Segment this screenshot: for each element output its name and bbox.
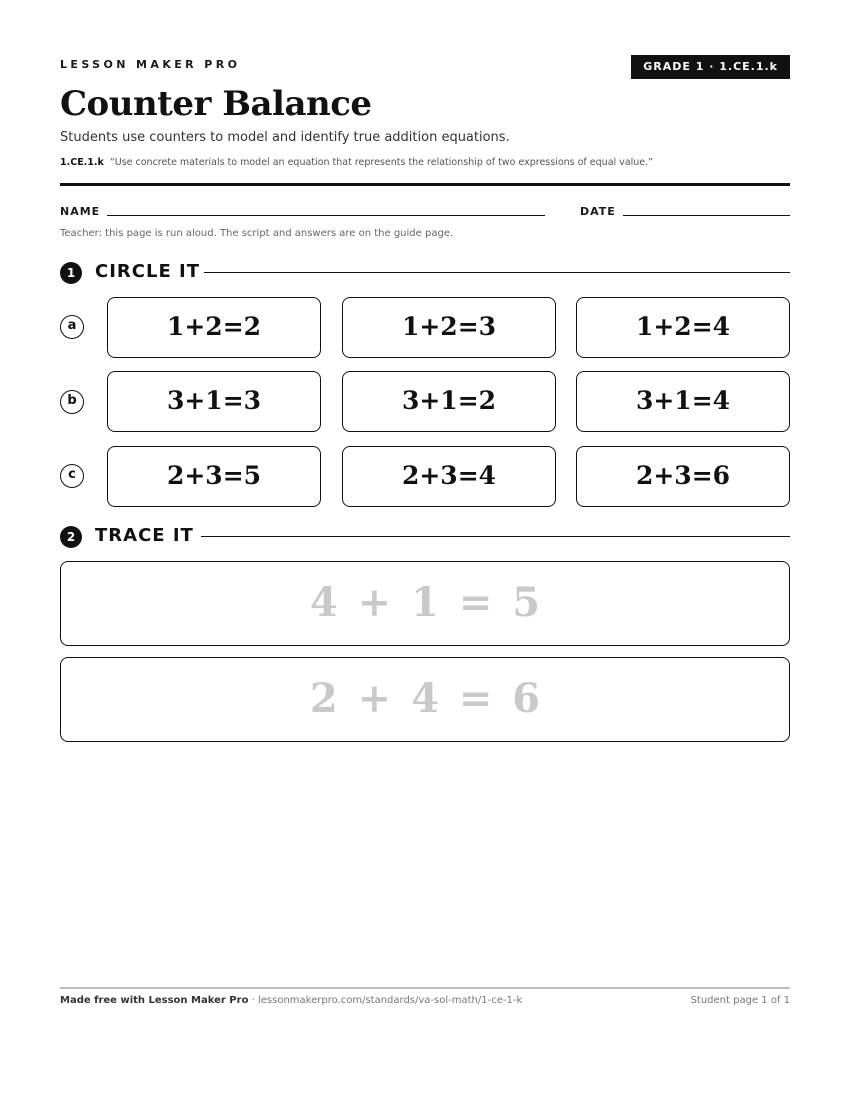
- worksheet-page: [60, 0, 790, 1100]
- equation-option[interactable]: 1+2=3: [342, 297, 556, 358]
- footer-credit: [60, 995, 522, 1006]
- teacher-note: Teacher: this page is run aloud. The script and answers are on the guide page.: [60, 228, 454, 239]
- equation-option[interactable]: 3+1=3: [107, 371, 321, 432]
- page-title: Counter Balance: [60, 84, 372, 124]
- name-field[interactable]: [107, 215, 545, 216]
- brand-name: LESSON MAKER PRO: [60, 58, 241, 71]
- section-number-badge: 1: [60, 262, 82, 284]
- trace-box[interactable]: 4 + 1 = 5: [60, 561, 790, 646]
- row-label-c: c: [60, 464, 84, 488]
- footer-separator: ·: [248, 995, 258, 1006]
- section-title: CIRCLE IT: [95, 261, 200, 282]
- footer-url[interactable]: lessonmakerpro.com/standards/va-sol-math/1-ce-1-k: [257, 995, 523, 1006]
- standard-text: “Use concrete materials to model an equation that represents the relationship of two expressions of equal value.”: [109, 157, 654, 168]
- row-label-a: a: [60, 315, 84, 339]
- footer-made-with: Made free with Lesson Maker Pro: [60, 995, 249, 1006]
- header-divider: [60, 183, 790, 186]
- section-trace-it-header: [60, 524, 790, 548]
- standard-code: 1.CE.1.k: [60, 157, 104, 168]
- row-label-b: b: [60, 390, 84, 414]
- date-field[interactable]: [623, 215, 790, 216]
- footer-page-number: Student page 1 of 1: [690, 995, 790, 1006]
- name-label: NAME: [60, 205, 101, 218]
- section-number-badge: 2: [60, 526, 82, 548]
- page-subtitle: Students use counters to model and identify true addition equations.: [60, 130, 510, 145]
- equation-option[interactable]: 2+3=4: [342, 446, 556, 507]
- trace-box[interactable]: 2 + 4 = 6: [60, 657, 790, 742]
- equation-option[interactable]: 1+2=2: [107, 297, 321, 358]
- equation-option[interactable]: 1+2=4: [576, 297, 790, 358]
- equation-option[interactable]: 3+1=2: [342, 371, 556, 432]
- equation-option[interactable]: 2+3=6: [576, 446, 790, 507]
- equation-option[interactable]: 2+3=5: [107, 446, 321, 507]
- equation-option[interactable]: 3+1=4: [576, 371, 790, 432]
- section-circle-it-header: [60, 260, 790, 284]
- footer-divider: [60, 987, 790, 989]
- grade-badge: GRADE 1 · 1.CE.1.k: [631, 55, 790, 79]
- section-divider: [204, 272, 790, 273]
- section-title: TRACE IT: [95, 525, 194, 546]
- section-divider: [201, 536, 790, 537]
- date-label: DATE: [580, 205, 616, 218]
- standard-statement: [60, 157, 653, 168]
